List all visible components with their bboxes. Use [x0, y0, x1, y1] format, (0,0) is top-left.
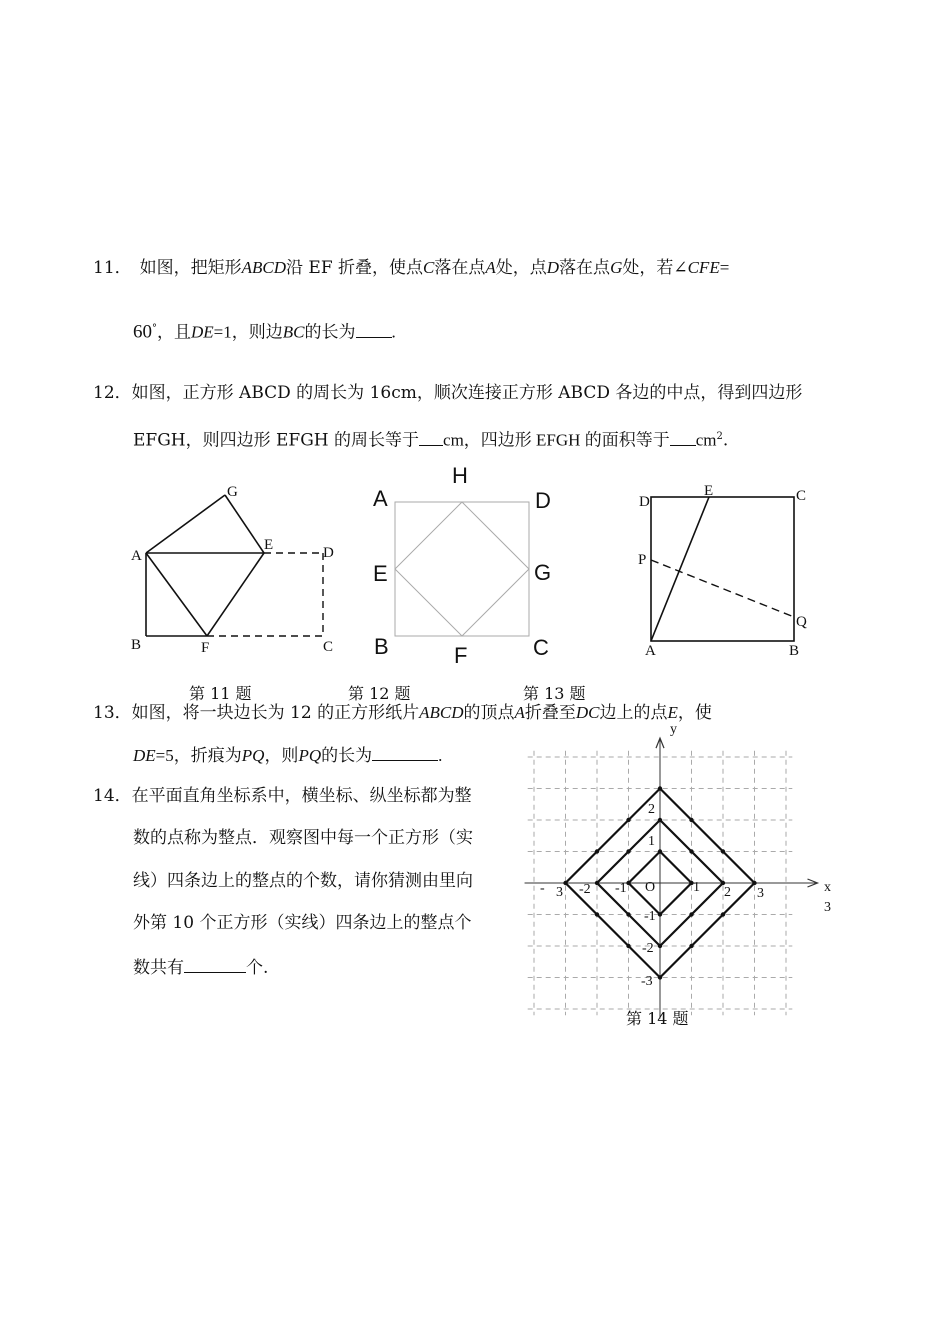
fig14-lattice-point: [595, 881, 599, 885]
fig12-label-a: A: [373, 486, 388, 511]
q12-line-1: 12．如图，正方形 ABCD 的周长为 16cm，顺次连接正方形 ABCD 各边的中点，得到四边形: [93, 383, 803, 403]
fig14-xtick-neg1: -1: [615, 881, 627, 896]
fig14-lattice-point: [626, 818, 630, 822]
fig14-lattice-point: [658, 849, 662, 853]
fig11-edge-ge: [225, 495, 264, 553]
fig14-ytick-1: 1: [648, 834, 655, 849]
fig14-lattice-point: [626, 881, 630, 885]
fig14-xtick-neg2: -2: [579, 882, 591, 897]
q12-number: 12．: [93, 383, 132, 403]
q14-line-3: 线）四条边上的整点的个数，请你猜测由里向: [133, 871, 473, 891]
answer-blank-12a[interactable]: [419, 429, 443, 446]
fig12-label-b: B: [374, 634, 389, 659]
fig11-label-e: E: [264, 537, 274, 553]
answer-blank-12b[interactable]: [670, 429, 696, 446]
fig14-xtick-2: 2: [724, 885, 731, 900]
fig14-lattice-point: [658, 818, 662, 822]
fig13-label-e: E: [704, 483, 714, 499]
fig13-label-d: D: [639, 494, 650, 510]
fig11-label-a: A: [131, 548, 142, 564]
fig12-label-e: E: [373, 561, 388, 586]
fig14-lattice-point: [721, 849, 725, 853]
fig14-xtick-1: 1: [693, 880, 700, 895]
fig12-square-efgh: [395, 502, 529, 636]
fig14-xtick-neg3: 3: [556, 885, 563, 900]
q14-line-4: 外第 10 个正方形（实线）四条边上的整点个: [133, 913, 472, 933]
fig13-label-p: P: [638, 552, 647, 568]
fig14-ytick-2: 2: [648, 802, 655, 817]
fig14-lattice-point: [752, 881, 756, 885]
q11-number: 11．: [93, 258, 132, 278]
figure-14: [530, 715, 840, 1005]
fig14-lattice-point: [689, 944, 693, 948]
fig14-lattice-point: [626, 912, 630, 916]
fig14-axes: [525, 738, 818, 1018]
q13-number: 13．: [93, 703, 132, 723]
q14-line-5: 数共有 个.: [133, 958, 269, 978]
q13-line-1: 13．如图，将一块边长为 12 的正方形纸片ABCD的顶点A折叠至DC边上的点E，使: [93, 703, 712, 723]
figure-13: [630, 478, 830, 658]
fig11-label-g: G: [227, 484, 238, 500]
fig11-fold-ef: [207, 553, 264, 636]
fig12-label-d: D: [535, 488, 551, 513]
fig14-ytick-neg2: -2: [642, 941, 654, 956]
fig13-square-abcd: [651, 497, 794, 641]
caption-13: 第 13 题: [523, 684, 586, 703]
fig14-lattice-point: [626, 849, 630, 853]
figure-12: [370, 460, 570, 670]
fig14-lattice-point: [595, 912, 599, 916]
q12-line-2: EFGH，则四边形 EFGH 的周长等于 cm，四边形 EFGH 的面积等于 $cm^2$.: [133, 430, 729, 451]
fig13-segment-ae: [651, 497, 709, 641]
answer-blank-14[interactable]: [184, 956, 246, 973]
fig13-label-a: A: [645, 643, 656, 659]
q14-line-1: 14．在平面直角坐标系中，横坐标、纵坐标都为整: [93, 786, 472, 806]
fig14-lattice-point: [689, 849, 693, 853]
fig12-label-g: G: [534, 560, 552, 585]
fig12-label-h: H: [452, 463, 468, 488]
fig14-xtick-neg3-dash: -: [540, 881, 545, 896]
fig11-label-b: B: [131, 637, 142, 653]
fig13-label-b: B: [789, 643, 800, 659]
q14-number: 14．: [93, 786, 132, 806]
fig14-lattice-point: [658, 944, 662, 948]
answer-blank-11[interactable]: [356, 321, 392, 338]
fig14-lattice-point: [595, 849, 599, 853]
fig14-lattice-point: [689, 818, 693, 822]
angle-value: 60: [133, 321, 152, 343]
q11-line-2: 60°，且DE=1，则边BC的长为 .: [133, 321, 396, 343]
fig11-label-f: F: [201, 640, 210, 656]
caption-14: 第 14 题: [626, 1009, 689, 1028]
fig14-label-x-3: 3: [824, 900, 831, 915]
fig11-edge-af: [146, 553, 207, 636]
fig14-lattice-point: [689, 912, 693, 916]
fig14-xtick-3: 3: [757, 886, 764, 901]
fig14-ytick-neg3: -3: [641, 974, 653, 989]
fig13-label-c: C: [796, 488, 807, 504]
fig14-label-x: x: [824, 880, 831, 895]
fig11-label-c: C: [323, 639, 334, 655]
q13-line-2: DE=5，折痕为PQ，则PQ的长为 .: [133, 746, 443, 766]
q11-line-1: 11． 如图，把矩形ABCD沿 EF 折叠，使点C落在点A处，点D落在点G处，若∠CFE=: [93, 258, 730, 278]
fig12-label-f: F: [454, 643, 468, 668]
answer-blank-13[interactable]: [372, 744, 438, 761]
fig11-edge-ag: [146, 495, 225, 553]
fig14-lattice-point: [658, 975, 662, 979]
fig14-label-y: y: [670, 722, 677, 737]
caption-12: 第 12 题: [348, 684, 411, 703]
fig12-square-abcd: [395, 502, 529, 636]
fig11-label-d: D: [323, 545, 334, 561]
fig14-ytick-neg1: -1: [644, 909, 656, 924]
q14-line-2: 数的点称为整点．观察图中每一个正方形（实: [133, 828, 473, 848]
caption-11: 第 11 题: [189, 684, 252, 703]
figure-11: [125, 480, 345, 656]
fig14-lattice-point: [658, 912, 662, 916]
fig14-lattice-point: [721, 912, 725, 916]
fig14-lattice-point: [563, 881, 567, 885]
fig14-lattice-point: [658, 786, 662, 790]
fig12-label-c: C: [533, 635, 549, 660]
fig14-label-origin: O: [645, 880, 656, 895]
fig14-lattice-point: [626, 944, 630, 948]
fig13-label-q: Q: [796, 614, 807, 630]
